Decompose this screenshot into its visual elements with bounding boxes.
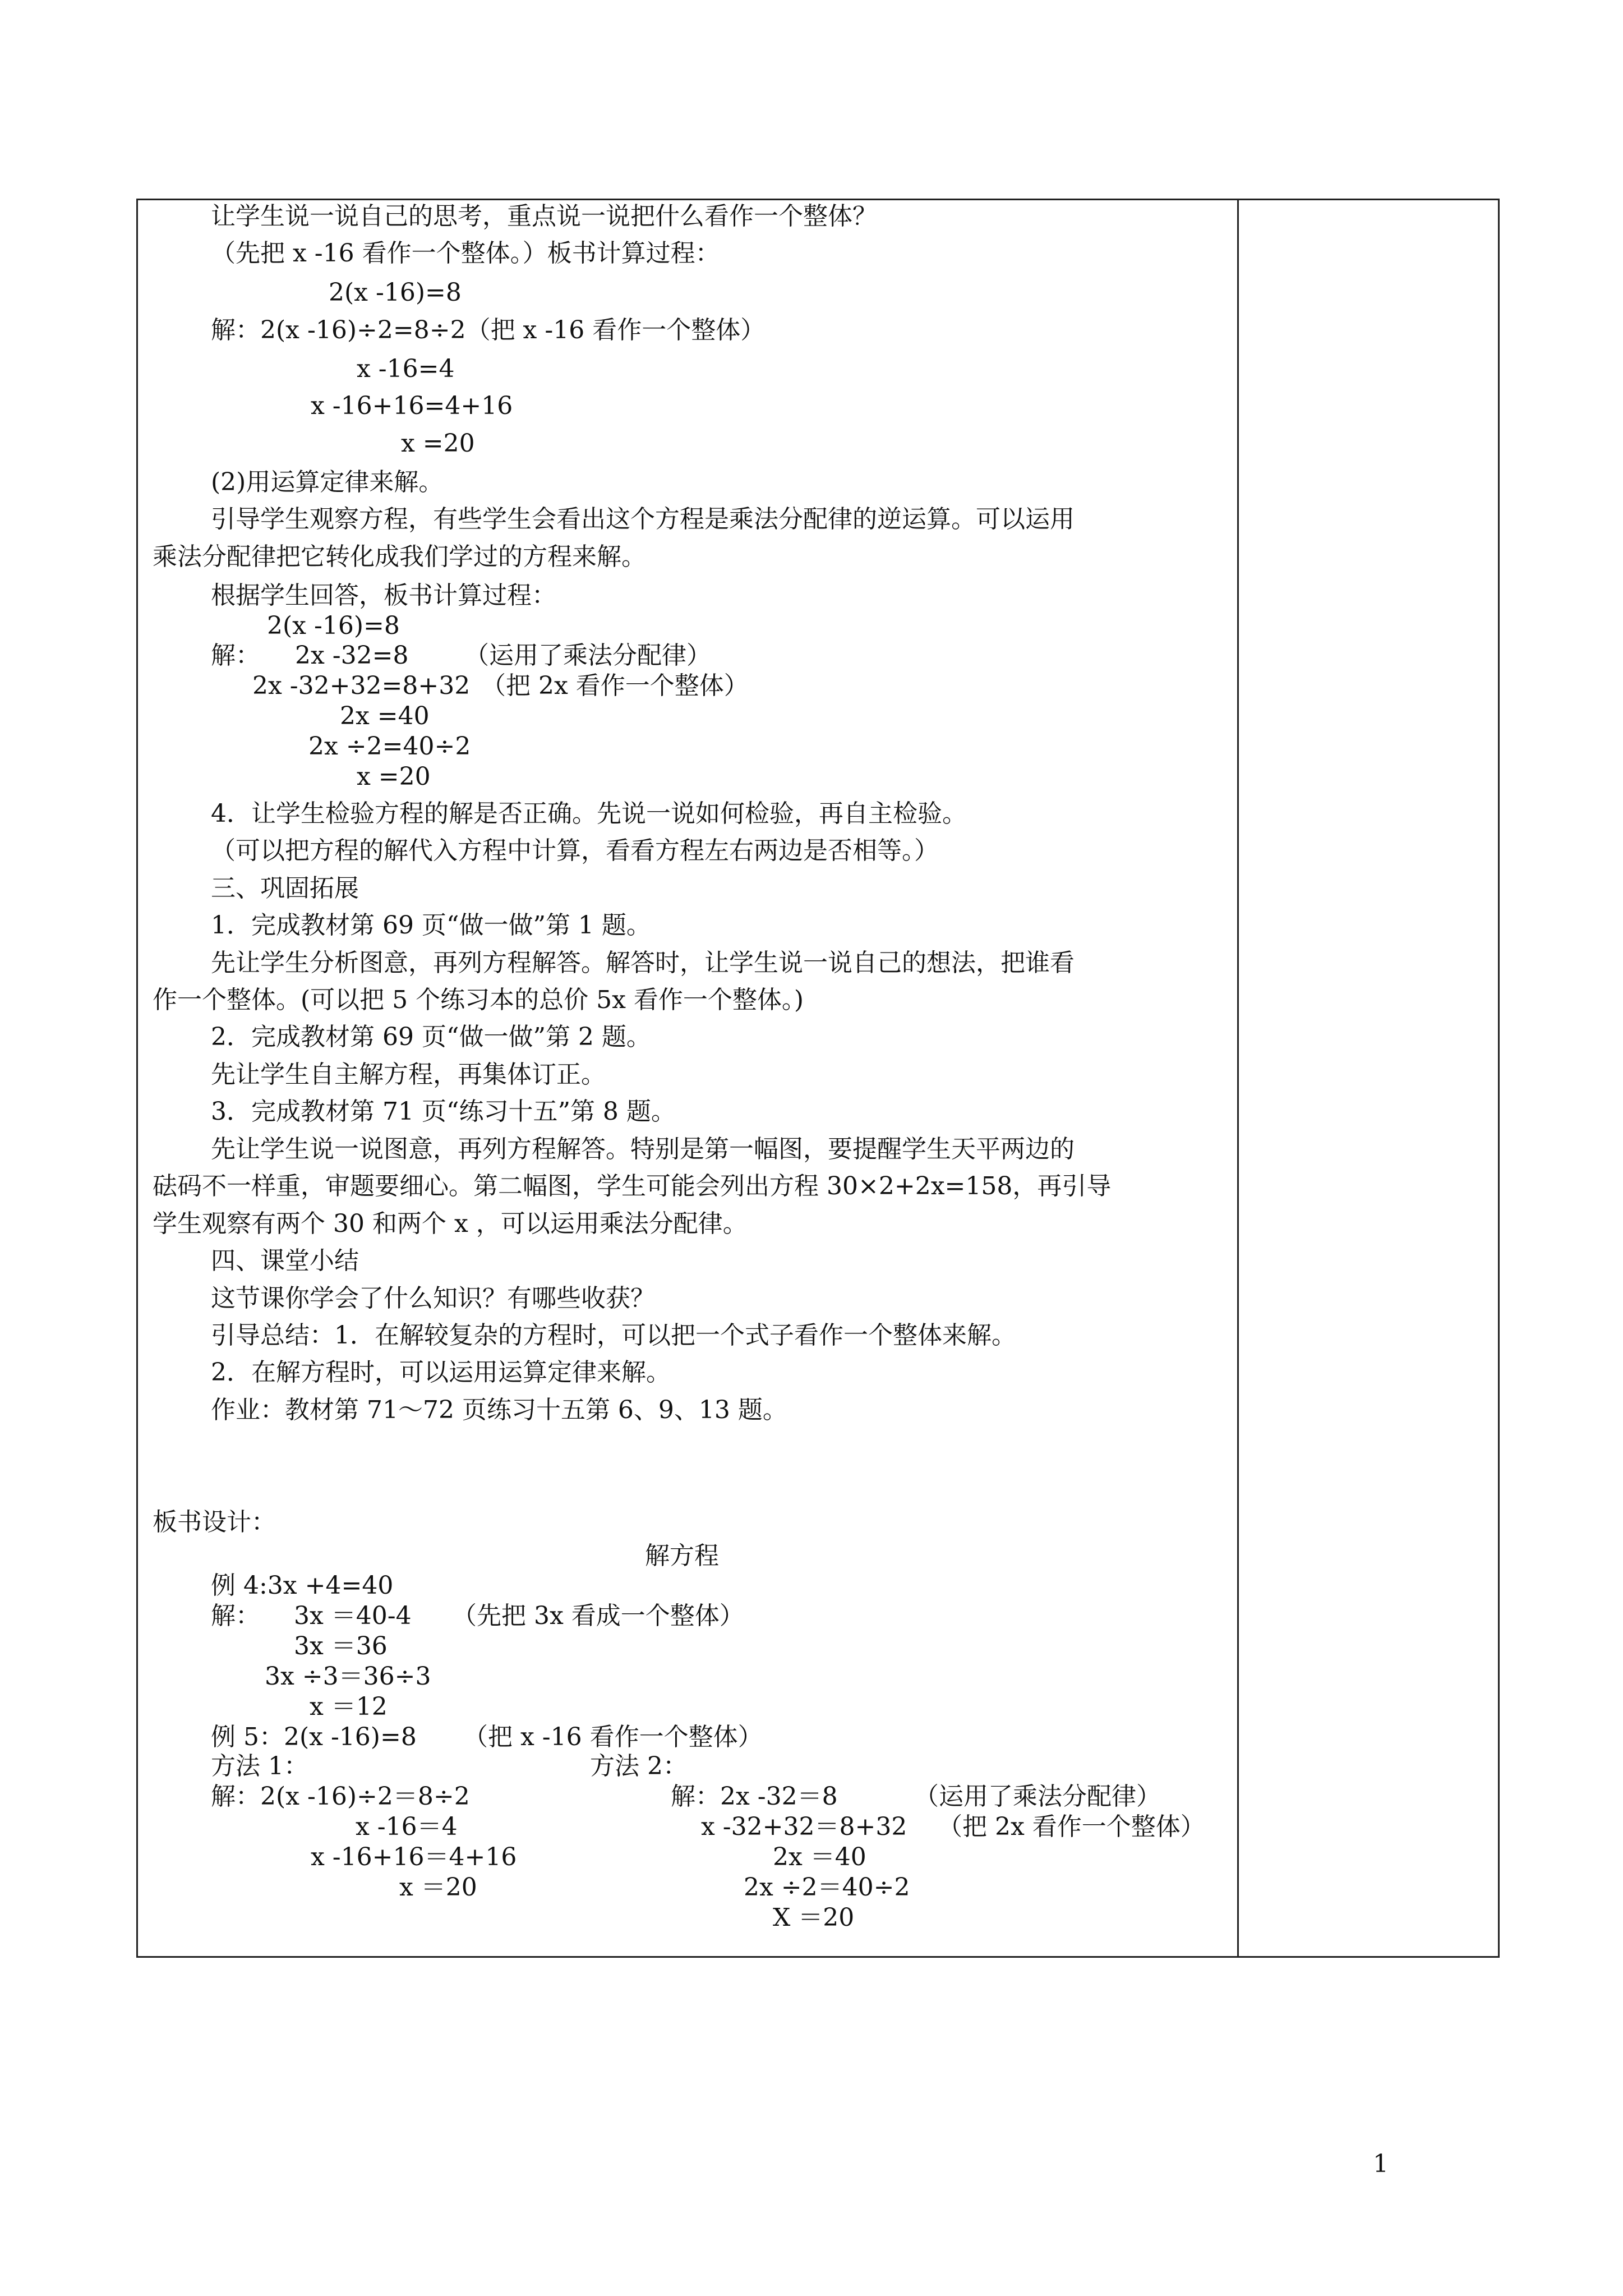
equation-line: 解：2(x -16)÷2=8÷2（把 x -16 看作一个整体） (211, 316, 766, 344)
text-line: 2．完成教材第 69 页“做一做”第 2 题。 (211, 1023, 651, 1051)
text-line: 先让学生说一说图意，再列方程解答。特别是第一幅图，要提醒学生天平两边的 (211, 1135, 1075, 1163)
equation-note: （把 2x 看作一个整体） (938, 1812, 1205, 1841)
example-label: 例 5：2(x -16)=8 (211, 1723, 417, 1751)
equation-line: 2x ＝40 (773, 1843, 866, 1871)
text-line: （可以把方程的解代入方程中计算，看看方程左右两边是否相等。） (211, 836, 939, 865)
equation-line: x =20 (357, 762, 431, 791)
equation-line: 2(x -16)=8 (329, 278, 462, 307)
text-line: 根据学生回答，板书计算过程： (211, 581, 556, 610)
equation-note: （运用了乘法分配律） (914, 1782, 1161, 1811)
equation-label: 解： (211, 641, 260, 670)
text-line: 作一个整体。(可以把 5 个练习本的总价 5x 看作一个整体。) (153, 986, 804, 1014)
text-line: 先让学生分析图意，再列方程解答。解答时，让学生说一说自己的想法，把谁看 (211, 949, 1075, 977)
equation-note: （把 x -16 看作一个整体） (463, 1723, 763, 1751)
text-line: 学生观察有两个 30 和两个 x ，可以运用乘法分配律。 (153, 1209, 748, 1238)
equation-line: 2x =40 (340, 702, 430, 730)
method-label: 方法 2： (590, 1752, 688, 1780)
equation-label: 解： (211, 1602, 260, 1630)
equation-line: 2x ÷2＝40÷2 (744, 1873, 910, 1902)
text-line: （先把 x -16 看作一个整体。）板书计算过程： (211, 239, 720, 268)
text-line: 引导学生观察方程，有些学生会看出这个方程是乘法分配律的逆运算。可以运用 (211, 505, 1075, 533)
equation-line: x -32+32＝8+32 (701, 1812, 907, 1841)
equation-line: 3x ÷3＝36÷3 (265, 1662, 431, 1691)
text-line: 乘法分配律把它转化成我们学过的方程来解。 (153, 542, 646, 571)
section-heading: 三、巩固拓展 (211, 874, 359, 903)
equation-line: x -16=4 (357, 355, 455, 383)
page-number: 1 (1373, 2150, 1389, 2178)
equation-line: 2x ÷2=40÷2 (308, 732, 471, 761)
equation-line: 解：2(x -16)÷2＝8÷2 (211, 1782, 470, 1811)
text-line: 3．完成教材第 71 页“练习十五”第 8 题。 (211, 1097, 676, 1126)
equation-line: 3x ＝36 (294, 1632, 388, 1660)
text-line: (2)用运算定律来解。 (211, 468, 444, 496)
equation-line: x ＝20 (399, 1873, 477, 1902)
section-heading: 四、课堂小结 (211, 1246, 359, 1275)
equation-line: 3x ＝40-4 (294, 1602, 412, 1630)
text-line: 引导总结：1．在解较复杂的方程时，可以把一个式子看作一个整体来解。 (211, 1321, 1016, 1350)
equation-line: x -16＝4 (356, 1812, 458, 1841)
text-line: 4．让学生检验方程的解是否正确。先说一说如何检验，再自主检验。 (211, 799, 967, 828)
table-column-divider (1237, 199, 1239, 1958)
equation-line: x =20 (401, 429, 475, 458)
method-label: 方法 1： (211, 1752, 308, 1780)
equation-note: （把 2x 看作一个整体） (481, 671, 749, 700)
equation-line: 2(x -16)=8 (267, 611, 400, 640)
equation-line: 解：2x -32＝8 (671, 1782, 838, 1811)
text-line: 让学生说一说自己的思考，重点说一说把什么看作一个整体？ (211, 202, 877, 231)
equation-line: 2x -32+32=8+32 (252, 671, 471, 700)
equation-note: （运用了乘法分配律） (464, 641, 711, 670)
example-label: 例 4:3x +4=40 (211, 1571, 394, 1600)
text-line: 作业：教材第 71～72 页练习十五第 6、9、13 题。 (211, 1396, 787, 1424)
text-line: 2．在解方程时，可以运用运算定律来解。 (211, 1358, 671, 1387)
equation-line: x -16+16=4+16 (311, 392, 513, 420)
equation-line: 2x -32=8 (295, 641, 409, 670)
board-design-title: 解方程 (645, 1542, 719, 1570)
equation-line: x -16+16＝4+16 (311, 1843, 517, 1871)
board-design-label: 板书设计： (153, 1508, 276, 1536)
equation-line: X ＝20 (773, 1903, 855, 1932)
text-line: 1．完成教材第 69 页“做一做”第 1 题。 (211, 911, 651, 940)
text-line: 先让学生自主解方程，再集体订正。 (211, 1060, 606, 1089)
text-line: 砝码不一样重，审题要细心。第二幅图，学生可能会列出方程 30×2+2x=158，再引导 (153, 1172, 1112, 1200)
equation-line: x ＝12 (310, 1692, 388, 1721)
text-line: 这节课你学会了什么知识？有哪些收获？ (211, 1284, 655, 1313)
equation-note: （先把 3x 看成一个整体） (452, 1602, 744, 1630)
